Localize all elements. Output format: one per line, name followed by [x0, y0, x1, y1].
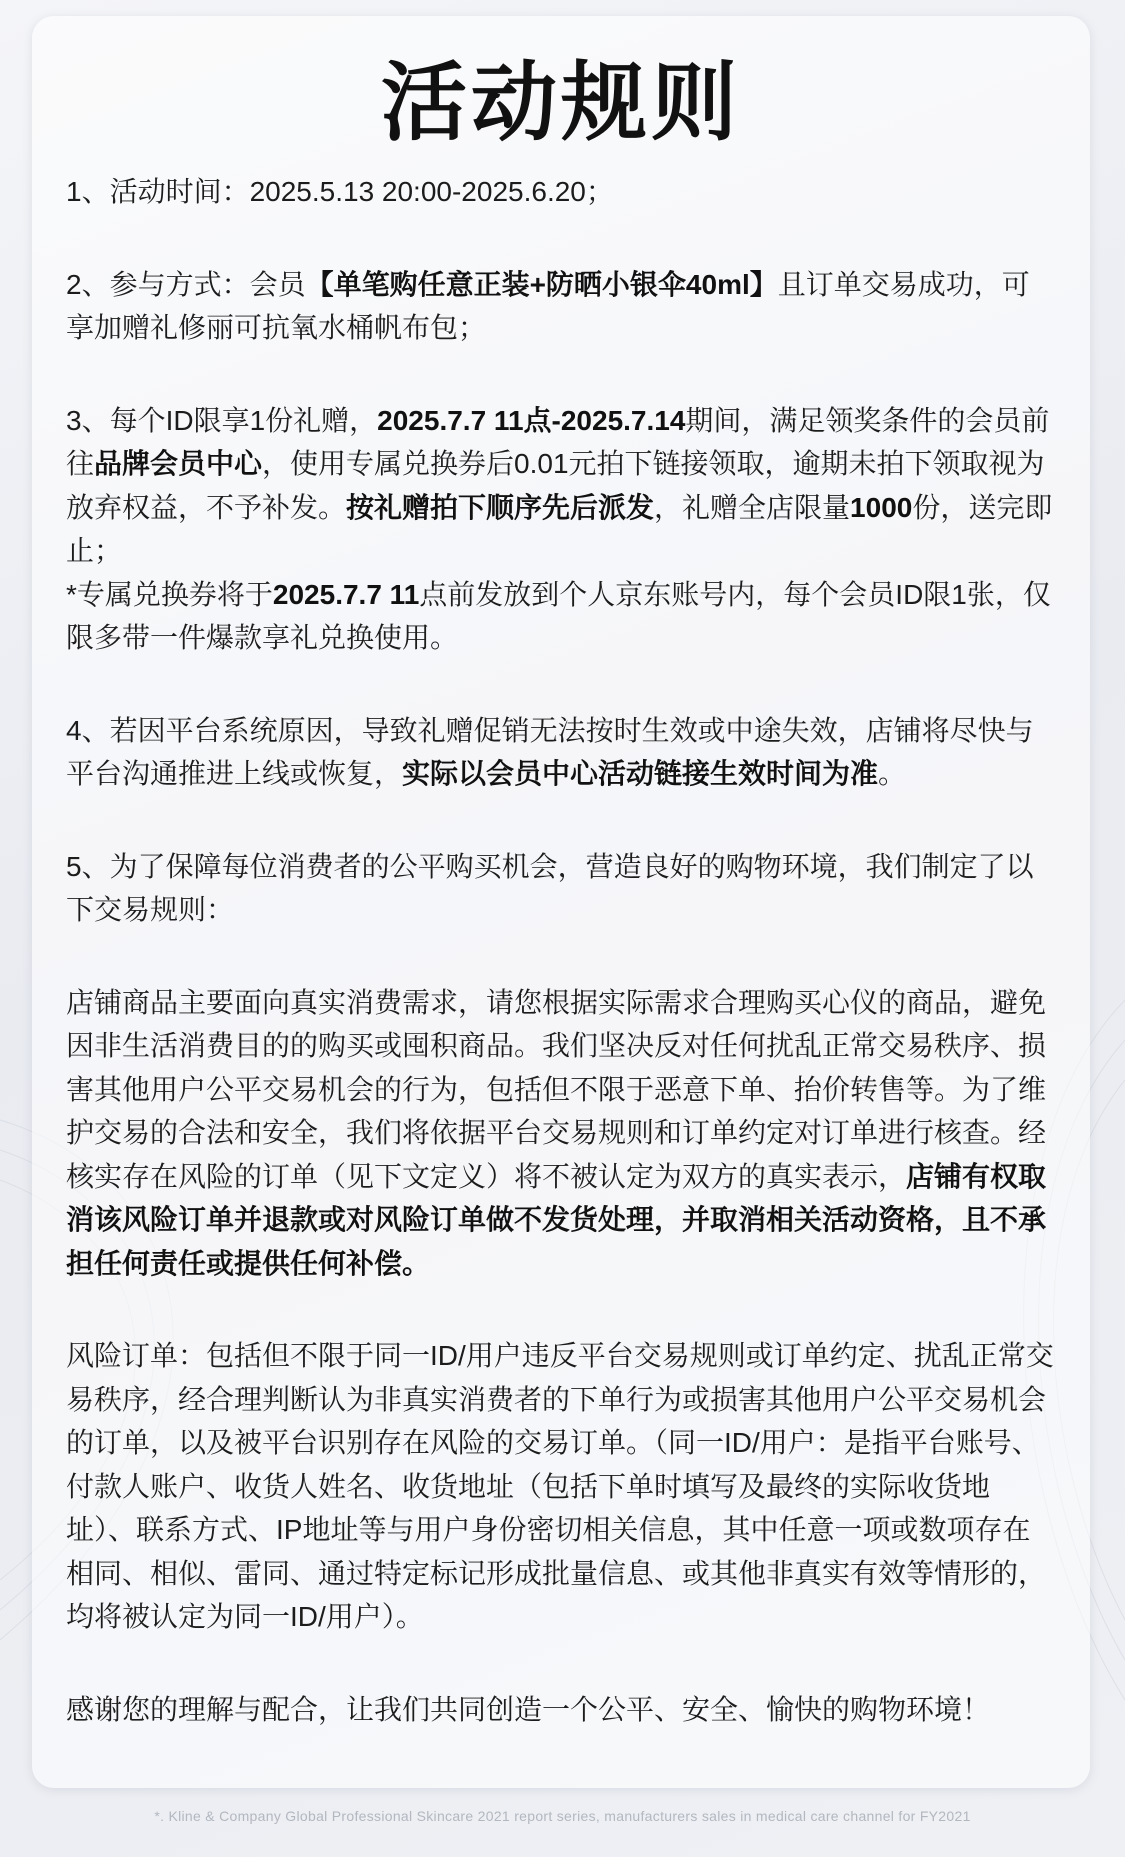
rules-list — [66, 170, 1056, 1731]
spacer — [66, 932, 1056, 981]
rule-2: 2、参与方式：会员【单笔购任意正装+防晒小银伞40ml】且订单交易成功，可享加赠礼修丽可抗氧水桶帆布包； — [66, 268, 1030, 343]
rule-3-note: *专属兑换券将于2025.7.7 11点前发放到个人京东账号内，每个会员ID限1张，仅限多带一件爆款享礼兑换使用。 — [66, 578, 1051, 653]
rule-1: 1、活动时间：2025.5.13 20:00-2025.6.20； — [66, 176, 614, 207]
thanks-paragraph: 感谢您的理解与配合，让我们共同创造一个公平、安全、愉快的购物环境！ — [66, 1693, 991, 1725]
spacer — [66, 350, 1056, 399]
footnote: *. Kline & Company Global Professional Skincare 2021 report series, manufacturers sales in medical care channel for FY2021 — [154, 1808, 971, 1824]
page-title: 活动规则 — [381, 55, 741, 151]
trade-rules-highlight: 店铺有权取消该风险订单并退款或对风险订单做不发货处理，并取消相关活动资格，且不承担任何责任或提供任何补偿。 — [66, 1160, 1047, 1279]
spacer — [66, 1285, 1056, 1334]
rule-3-member-center: 品牌会员中心 — [94, 448, 263, 479]
rule-5: 5、为了保障每位消费者的公平购买机会，营造良好的购物环境，我们制定了以下交易规则： — [66, 850, 1034, 925]
trade-rules-paragraph: 店铺商品主要面向真实消费需求，请您根据实际需求合理购买心仪的商品，避免因非生活消费目的的购买或囤积商品。我们坚决反对任何扰乱正常交易秩序、损害其他用户公平交易机会的行为，包括但不限于恶意下单、抬价转售等。为了维护交易的合法和安全，我们将依据平台交易规则和订单约定对订单进行核查。经核实存在风险的订单（见下文定义）将不被认定为双方的真实表示，店铺有权取消该风险订单并退款或对风险订单做不发货处理，并取消相关活动资格，且不承担任何责任或提供任何补偿。 — [66, 986, 1047, 1279]
rule-3: 3、每个ID限享1份礼赠，2025.7.7 11点-2025.7.14期间，满足领奖条件的会员前往品牌会员中心，使用专属兑换券后0.01元拍下链接领取，逾期未拍下领取视为放弃权益，不予补发。按礼赠拍下顺序先后派发，礼赠全店限量1000份，送完即止； — [66, 404, 1053, 566]
rule-2-highlight: 【单笔购任意正装+防晒小银伞40ml】 — [305, 268, 778, 300]
spacer — [66, 214, 1056, 263]
rules-card — [32, 16, 1090, 1788]
spacer — [66, 660, 1056, 709]
spacer — [66, 796, 1056, 845]
spacer — [66, 1639, 1056, 1688]
risk-order-paragraph: 风险订单：包括但不限于同一ID/用户违反平台交易规则或订单约定、扰乱正常交易秩序，经合理判断认为非真实消费者的下单行为或损害其他用户公平交易机会的订单，以及被平台识别存在风险的交易订单。（同一ID/用户：是指平台账号、付款人账户、收货人姓名、收货地址（包括下单时填写及最终的实际收货地址）、联系方式、IP地址等与用户身份密切相关信息，其中任意一项或数项存在相同、相似、雷同、通过特定标记形成批量信息、或其他非真实有效等情形的，均将被认定为同一ID/用户）。 — [66, 1340, 1054, 1632]
rule-3-order-highlight: 按礼赠拍下顺序先后派发 — [346, 491, 655, 523]
rule-4-highlight: 实际以会员中心活动链接生效时间为准 — [402, 758, 879, 789]
rule-4: 4、若因平台系统原因，导致礼赠促销无法按时生效或中途失效，店铺将尽快与平台沟通推进上线或恢复，实际以会员中心活动链接生效时间为准。 — [66, 714, 1034, 789]
